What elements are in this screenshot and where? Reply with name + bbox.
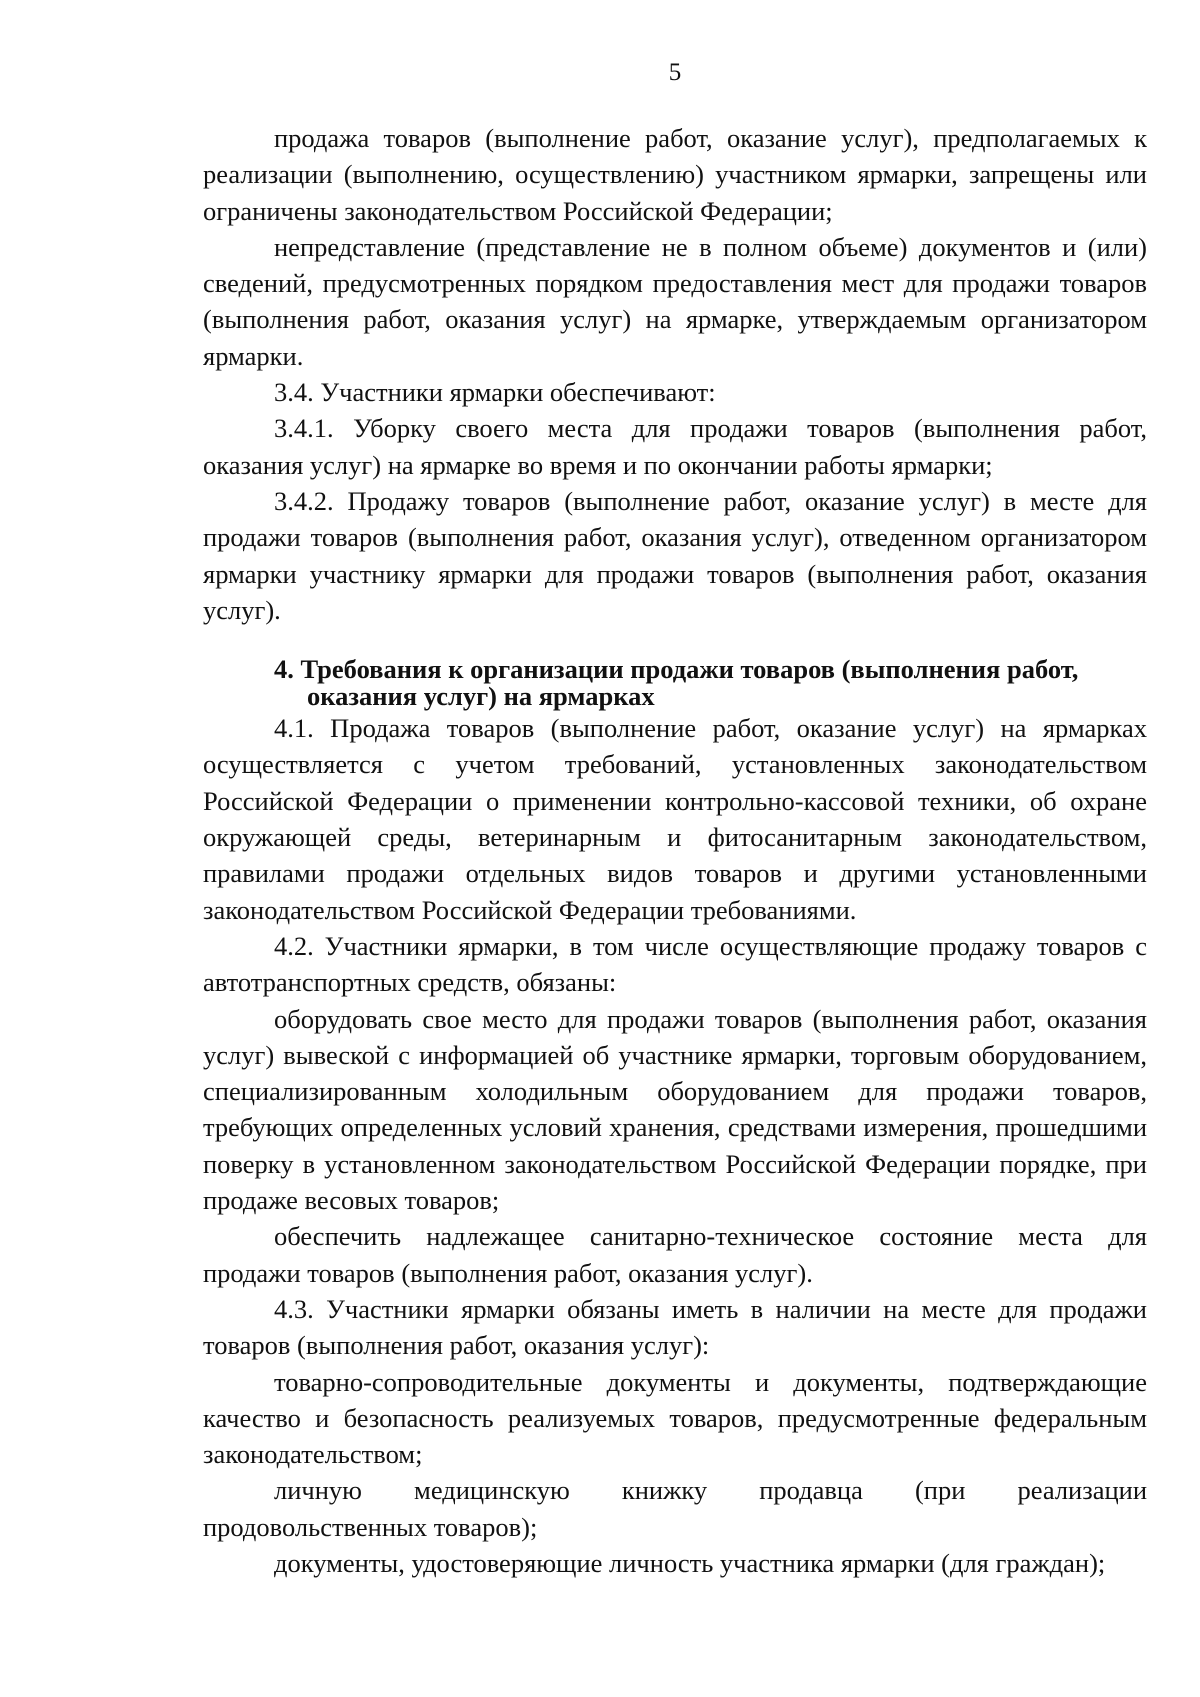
paragraph-4-3: 4.3. Участники ярмарки обязаны иметь в наличии на месте для продажи товаров (выполнения работ, оказания услуг): — [203, 1293, 1147, 1361]
section-heading-line-1: 4. Требования к организации продажи товаров (выполнения работ, — [274, 654, 1079, 685]
paragraph-medical-book: личную медицинскую книжку продавца (при реализации продовольственных товаров); — [203, 1475, 1147, 1542]
paragraph-missing-documents: непредставление (представление не в полном объеме) документов и (или) сведений, предусмотренных порядком предоставления мест для продажи товаров (выполнения работ, оказания услуг) на ярмарке, утверждаемым организатором ярмарки. — [203, 231, 1147, 371]
page-number: 5 — [668, 59, 682, 86]
paragraph-3-4-1: 3.4.1. Уборку своего места для продажи товаров (выполнения работ, оказания услуг) на ярмарке во время и по окончании работы ярмарки; — [203, 413, 1147, 480]
paragraph-quality-documents: товарно-сопроводительные документы и документы, подтверждающие качество и безопасность реализуемых товаров, предусмотренные федеральным законодательством; — [203, 1366, 1147, 1470]
section-heading-line-2: оказания услуг) на ярмарках — [307, 681, 655, 712]
paragraph-identity-documents: документы, удостоверяющие личность участника ярмарки (для граждан); — [274, 1547, 1106, 1578]
paragraph-prohibited-goods: продажа товаров (выполнение работ, оказание услуг), предполагаемых к реализации (выполнению, осуществлению) участником ярмарки, запрещены или ограничены законодательством Российской Федерации; — [203, 123, 1147, 226]
paragraph-4-2: 4.2. Участники ярмарки, в том числе осуществляющие продажу товаров с автотранспортных средств, обязаны: — [203, 930, 1147, 998]
paragraph-3-4: 3.4. Участники ярмарки обеспечивают: — [274, 377, 716, 408]
section-heading-4 — [203, 656, 1147, 710]
paragraph-4-1: 4.1. Продажа товаров (выполнение работ, оказание услуг) на ярмарках осуществляется с учетом требований, установленных законодательством Российской Федерации о применении контрольно-кассовой техники, об охране окружающей среды, ветеринарным и фитосанитарным законодательством, правилами продажи отдельных видов товаров и другими установленными законодательством Российской Федерации требованиями. — [203, 713, 1147, 925]
document-body — [203, 120, 1147, 1581]
paragraph-3-4-2: 3.4.2. Продажу товаров (выполнение работ, оказание услуг) в месте для продажи товаров (выполнения работ, оказания услуг), отведенном организатором ярмарки участнику ярмарки для продажи товаров (выполнения работ, оказания услуг). — [203, 485, 1147, 625]
paragraph-equip-place: оборудовать свое место для продажи товаров (выполнения работ, оказания услуг) вывеской с информацией об участнике ярмарки, торговым оборудованием, специализированным холодильным оборудованием для продажи товаров, требующих определенных условий хранения, средствами измерения, прошедшими поверку в установленном законодательством Российской Федерации порядке, при продаже весовых товаров; — [203, 1003, 1147, 1216]
paragraph-sanitary-state: обеспечить надлежащее санитарно-техническое состояние места для продажи товаров (выполнения работ, оказания услуг). — [203, 1221, 1147, 1288]
